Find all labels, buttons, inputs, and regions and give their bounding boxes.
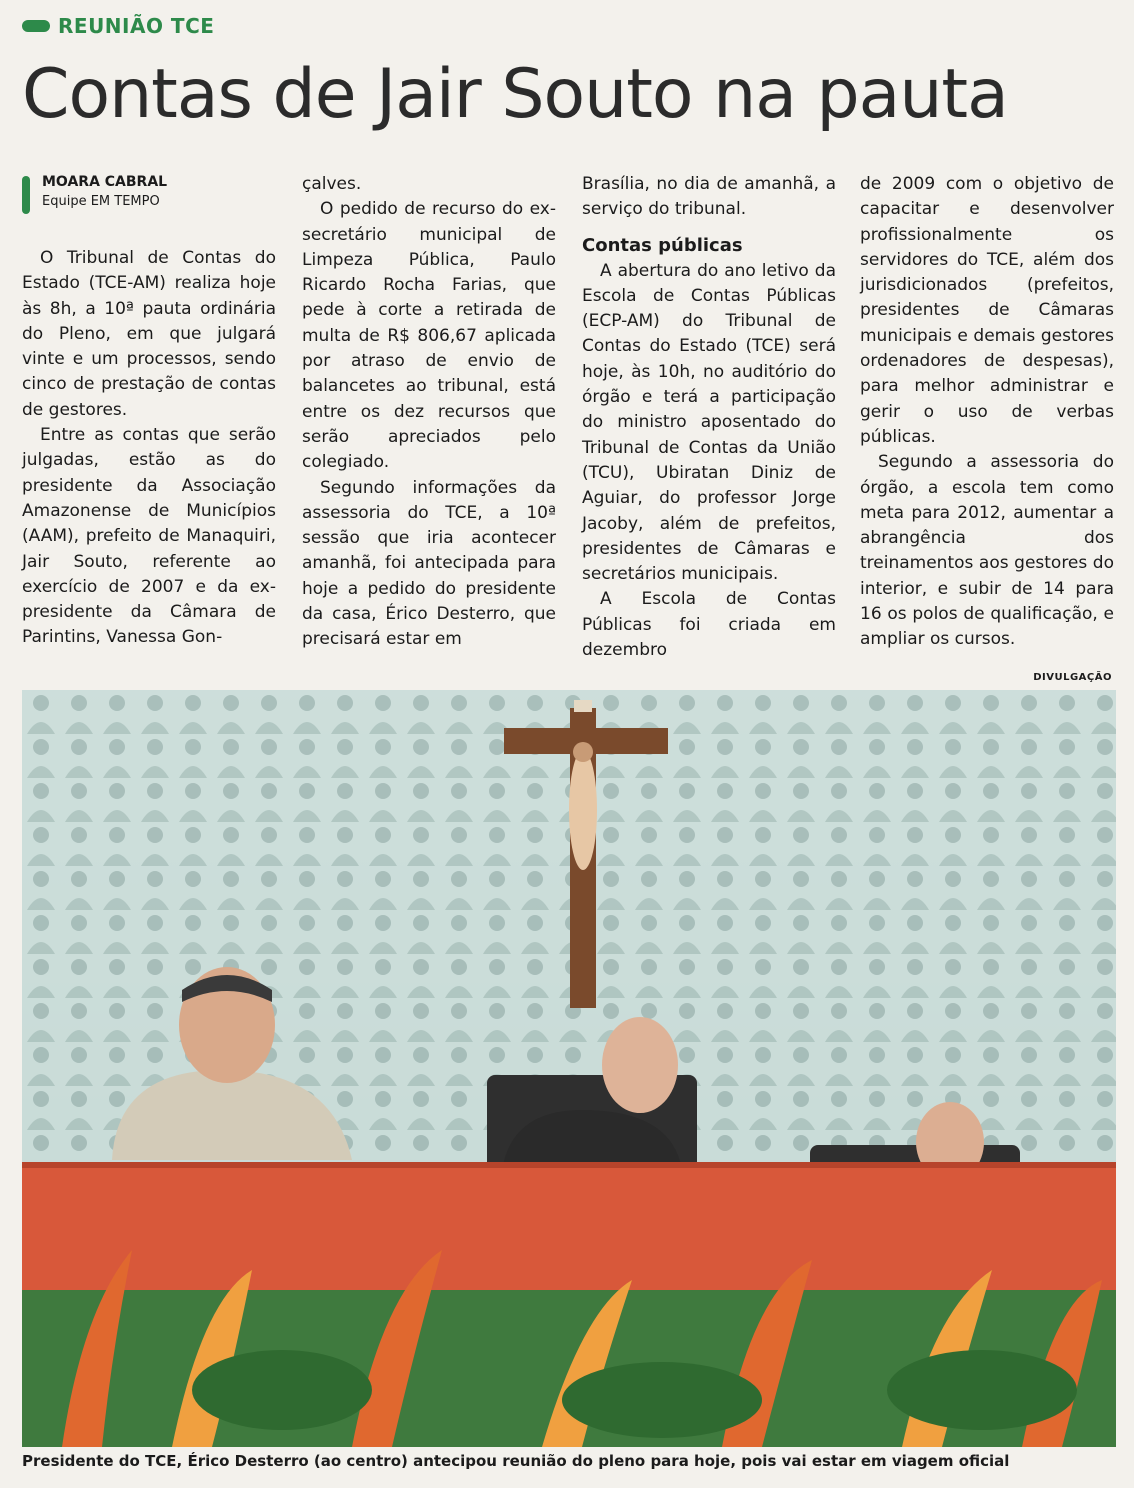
paragraph: Segundo a assessoria do órgão, a escola tem como meta para 2012, aumentar a abrangência dos treinamentos aos gestores do interior, e subir de 14 para 16 os polos de qualificação, e ampliar os cursos.: [860, 452, 1114, 650]
paragraph: Brasília, no dia de amanhã, a serviço do tribunal.: [582, 174, 836, 220]
news-photo: [22, 690, 1116, 1447]
byline-bar: [22, 176, 30, 214]
article-column-2: [302, 172, 556, 653]
article-column-1: [22, 246, 276, 651]
byline-team: Equipe EM TEMPO: [42, 194, 160, 209]
section-label: REUNIÃO TCE: [58, 14, 215, 38]
byline-author: MOARA CABRAL: [42, 174, 168, 190]
photo-illustration: [22, 690, 1116, 1447]
section-pill: [22, 20, 50, 32]
paragraph: çalves.: [302, 174, 362, 194]
paragraph: A Escola de Contas Públicas foi criada em dezembro: [582, 589, 836, 661]
subheading: Contas públicas: [582, 234, 743, 256]
article-column-4: [860, 172, 1114, 653]
headline: Contas de Jair Souto na pauta: [22, 55, 1008, 134]
section-tag: [22, 14, 214, 38]
byline: [22, 172, 167, 214]
photo-caption: Presidente do TCE, Érico Desterro (ao centro) antecipou reunião do pleno para hoje, pois vai estar em viagem oficial: [22, 1452, 1010, 1470]
paragraph: de 2009 com o objetivo de capacitar e desenvolver profissionalmente os servidores do TCE, além dos jurisdicionados (prefeitos, presidentes de Câmaras municipais e demais gestores ordenadores de despesas), para melhor administrar e gerir o uso de verbas públicas.: [860, 174, 1114, 447]
paragraph: A abertura do ano letivo da Escola de Contas Públicas (ECP-AM) do Tribunal de Contas do Estado (TCE) será hoje, às 10h, no auditório do órgão e terá a participação do ministro aposentado do Tribunal de Contas da União (TCU), Ubiratan Diniz de Aguiar, do professor Jorge Jacoby, além de prefeitos, presidentes de Câmaras e secretários municipais.: [582, 260, 836, 585]
photo-credit: DIVULGAÇÃO: [1033, 672, 1112, 683]
paragraph: O pedido de recurso do ex-secretário municipal de Limpeza Pública, Paulo Ricardo Rocha Farias, que pede à corte a retirada de multa de R$ 806,67 aplicada por atraso de envio de balancetes ao tribunal, está entre os dez recursos que serão apreciados pelo colegiado.: [302, 199, 556, 473]
article-column-3: [582, 172, 836, 663]
paragraph: O Tribunal de Contas do Estado (TCE-AM) realiza hoje às 8h, a 10ª pauta ordinária do Pleno, em que julgará vinte e um processos, sendo cinco de prestação de contas de gestores.: [22, 248, 276, 420]
paragraph: Segundo informações da assessoria do TCE, a 10ª sessão que iria acontecer amanhã, foi antecipada para hoje a pedido do presidente da casa, Érico Desterro, que precisará estar em: [302, 477, 556, 650]
paragraph: Entre as contas que serão julgadas, estão as do presidente da Associação Amazonense de Municípios (AAM), prefeito de Manaquiri, Jair Souto, referente ao exercício de 2007 e da ex-presidente da Câmara de Parintins, Vanessa Gon-: [22, 425, 276, 648]
